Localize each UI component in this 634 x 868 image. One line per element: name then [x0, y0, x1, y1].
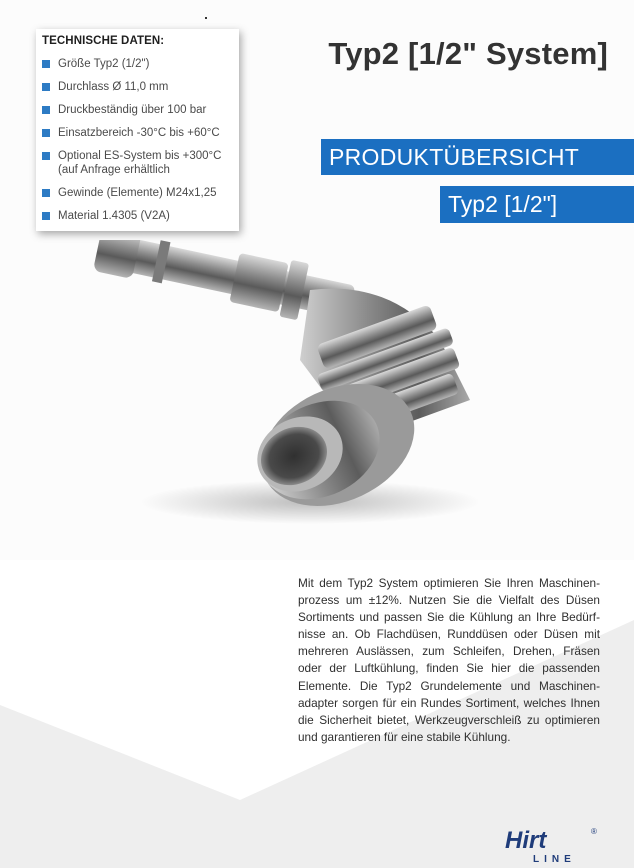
spec-item-diameter: Durchlass Ø 11,0 mm — [42, 80, 221, 94]
technical-data-box — [36, 29, 239, 231]
square-bullet-icon — [42, 60, 50, 68]
spec-item-thread: Gewinde (Elemente) M24x1,25 — [42, 186, 221, 200]
square-bullet-icon — [42, 152, 50, 160]
logo-sub-text: LINE — [533, 854, 576, 864]
spec-item-es-system: Optional ES-System bis +300°C (auf Anfrage erhältlich — [42, 149, 221, 177]
page-title: Typ2 [1/2" System] — [328, 36, 608, 71]
square-bullet-icon — [42, 212, 50, 220]
product-description: Mit dem Typ2 System optimieren Sie Ihren Maschinen-prozess um ±12%. Nutzen Sie die Vielfalt des Düsen Sortiments und passen Sie die Kühlung an Ihre Bedürf-nisse an. Ob Flachdüsen, Runddüsen oder Düsen mit mehreren Auslässen, zum Schleifen, Drehen, Fräsen oder der Luftkühlung, finden Sie hier die passenden Elemente. Die Typ2 Grundelemente und Maschinen-adapter sorgen für ein Rundes Sortiment, welches Ihnen die Sicherheit bietet, Werkzeugverschleiß zu optimieren und garantieren für eine stabile Kühlung. — [298, 576, 600, 744]
hirt-line-logo — [503, 824, 603, 864]
square-bullet-icon — [42, 189, 50, 197]
angled-nozzle-fitting-photo — [60, 240, 500, 530]
square-bullet-icon — [42, 83, 50, 91]
product-type-banner: Typ2 [1/2"] — [440, 186, 634, 223]
spec-item-pressure: Druckbeständig über 100 bar — [42, 103, 221, 117]
product-overview-banner: PRODUKTÜBERSICHT — [321, 139, 634, 175]
spec-item-temperature: Einsatzbereich -30°C bis +60°C — [42, 126, 221, 140]
technical-data-list — [42, 57, 221, 232]
technical-data-title: TECHNISCHE DATEN: — [42, 35, 165, 47]
spec-item-size: Größe Typ2 (1/2") — [42, 57, 221, 71]
registered-mark: ® — [591, 827, 597, 836]
logo-brand-text: Hirt — [505, 827, 547, 854]
square-bullet-icon — [42, 106, 50, 114]
square-bullet-icon — [42, 129, 50, 137]
stray-dot — [205, 17, 207, 19]
spec-item-material: Material 1.4305 (V2A) — [42, 209, 221, 223]
